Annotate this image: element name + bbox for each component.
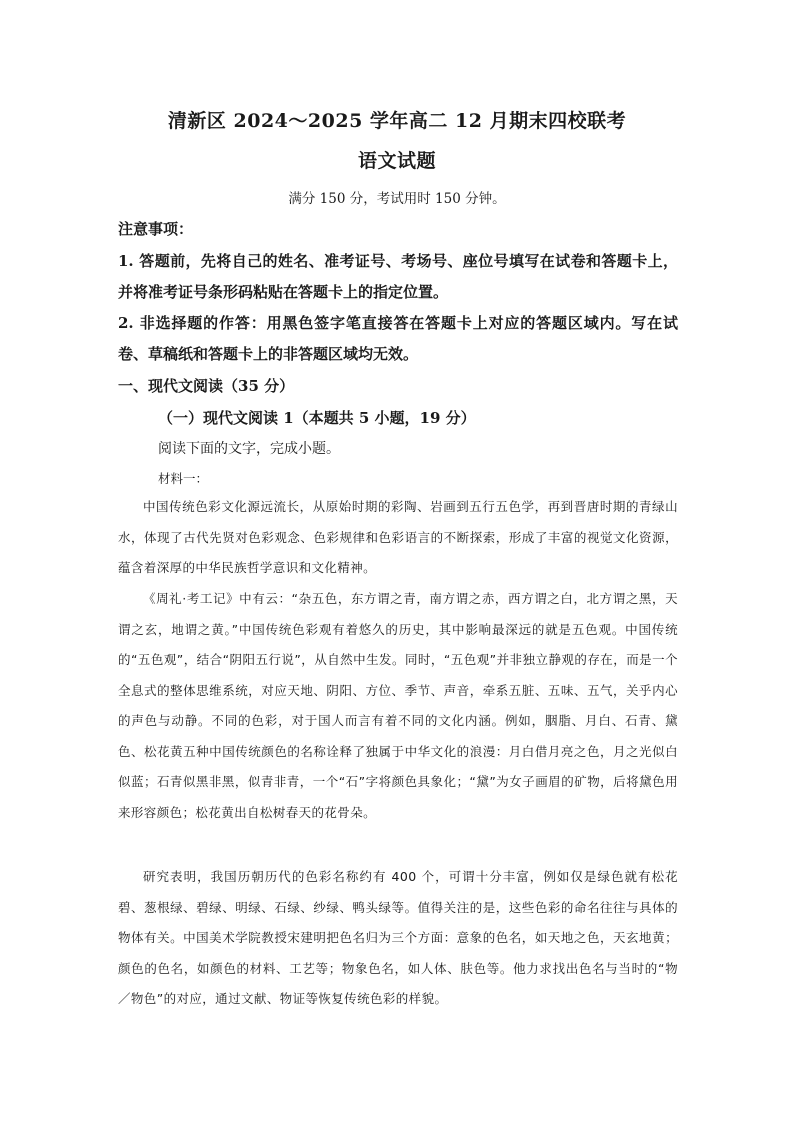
material-paragraph: 《周礼·考工记》中有云：“杂五色，东方谓之青，南方谓之赤，西方谓之白，北方谓之黑，天谓之玄，地谓之黄。”中国传统色彩观有着悠久的历史，其中影响最深远的就是五色观。中国传统的“五色观”，结合“阴阳五行说”，从自然中生发。同时，“五色观”并非独立静观的存在，而是一个全息式的整体思维系统，对应天地、阴阳、方位、季节、声音，牵系五脏、五味、五气，关乎内心的声色与动静。不同的色彩，对于国人而言有着不同的文化内涵。例如，胭脂、月白、石青、黛色、松花黄五种中国传统颜色的名称诠释了独属于中华文化的浪漫：月白借月亮之色，月之光似白似蓝；石青似黑非黑，似青非青，一个“石”字将颜色具象化；“黛”为女子画眉的矿物，后将黛色用来形容颜色；松花黄出自松树春天的花骨朵。 [118,591,678,820]
notice-item-1: 1. 答题前，先将自己的姓名、准考证号、考场号、座位号填写在试卷和答题卡上，并将准考证号条形码粘贴在答题卡上的指定位置。 [118,252,678,301]
notice-item-2: 2. 非选择题的作答：用黑色签字笔直接答在答题卡上对应的答题区域内。写在试卷、草稿纸和答题卡上的非答题区域均无效。 [118,314,678,363]
material-paragraph: 研究表明，我国历朝历代的色彩名称约有 400 个，可谓十分丰富，例如仅是绿色就有松花碧、葱根绿、碧绿、明绿、石绿、纱绿、鸭头绿等。值得关注的是，这些色彩的命名往往与具体的物体有关。中国美术学院教授宋建明把色名归为三个方面：意象的色名，如天地之色，天玄地黄；颜色的色名，如颜色的材料、工艺等；物象色名，如人体、肤色等。他力求找出色名与当时的“物／物色”的对应，通过文献、物证等恢复传统色彩的样貌。 [118,869,678,1006]
exam-info: 满分 150 分，考试用时 150 分钟。 [288,191,506,207]
exam-subtitle: 语文试题 [357,150,436,172]
exam-title: 清新区 2024～2025 学年高二 12 月期末四校联考 [167,110,627,132]
material-label: 材料一： [158,471,209,486]
subsection-heading: （一）现代文阅读 1（本题共 5 小题，19 分） [158,409,476,427]
material-paragraph: 中国传统色彩文化源远流长，从原始时期的彩陶、岩画到五行五色学，再到晋唐时期的青绿山水，体现了古代先贤对色彩观念、色彩规律和色彩语言的不断探索，形成了丰富的视觉文化资源，蕴含着深厚的中华民族哲学意识和文化精神。 [118,499,678,575]
notice-heading: 注意事项： [118,220,194,238]
reading-instruction: 阅读下面的文字，完成小题。 [158,441,340,457]
section-heading: 一、现代文阅读（35 分） [118,377,295,395]
